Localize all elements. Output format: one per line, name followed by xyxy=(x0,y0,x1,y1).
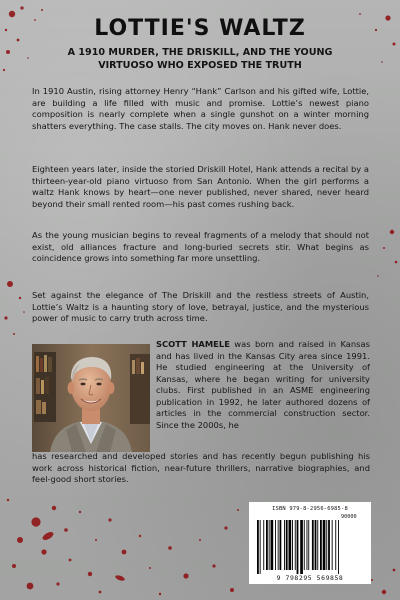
isbn-label: ISBN 979-8-2956-6985-8 xyxy=(272,506,348,512)
author-bio xyxy=(156,339,370,431)
author-bio-text: was born and raised in Kansas and has lived in the Kansas City area since 1991. He studied engineering at the University of Kansas, where he began writing for university clubs. First published in an ASME engineering publication in 1992, he later authored dozens of articles in the commercial construction sector. Since the 2000s, he xyxy=(156,339,370,430)
barcode-digits: 9 798295 569858 xyxy=(276,574,344,582)
blurb-paragraph: Set against the elegance of The Driskill and the restless streets of Austin, Lottie’s Waltz is a haunting story of love, betrayal, justice, and the mysterious power of music to carry truth across time. xyxy=(32,290,369,324)
isbn-barcode-box xyxy=(249,502,371,584)
price-code: 90000 xyxy=(341,514,357,520)
blurb-paragraph: In 1910 Austin, rising attorney Henry “Hank” Carlson and his gifted wife, Lottie, are building a life filled with music and promise. Lottie’s newest piano composition is nearly complete when a single gunshot on a winter morning shatters everything. The case stalls. The city moves on. Hank never does. xyxy=(32,86,369,131)
author-bio-continued: has researched and developed stories and has recently begun publishing his work across historical fiction, near-future thrillers, narrative biographies, and feel-good short stories. xyxy=(32,451,370,485)
barcode-bars xyxy=(255,520,365,574)
book-title: LOTTIE'S WALTZ xyxy=(94,16,306,41)
author-photo xyxy=(32,344,150,452)
author-name: SCOTT HAMELE xyxy=(156,339,230,349)
author-portrait-image xyxy=(32,344,150,452)
blurb-paragraph: Eighteen years later, inside the storied Driskill Hotel, Hank attends a recital by a thirteen-year-old piano virtuoso from San Antonio. When the girl performs a waltz Hank knows by heart—one never published, never shared, never heard beyond their small rented room—his past comes rushing back. xyxy=(32,164,369,209)
book-subtitle: A 1910 MURDER, THE DRISKILL, AND THE YOUNG VIRTUOSO WHO EXPOSED THE TRUTH xyxy=(67,47,333,71)
blurb-paragraph: As the young musician begins to reveal fragments of a melody that should not exist, old alliances fracture and long-buried secrets stir. What begins as coincidence grows into something far more unsettling. xyxy=(32,230,369,264)
